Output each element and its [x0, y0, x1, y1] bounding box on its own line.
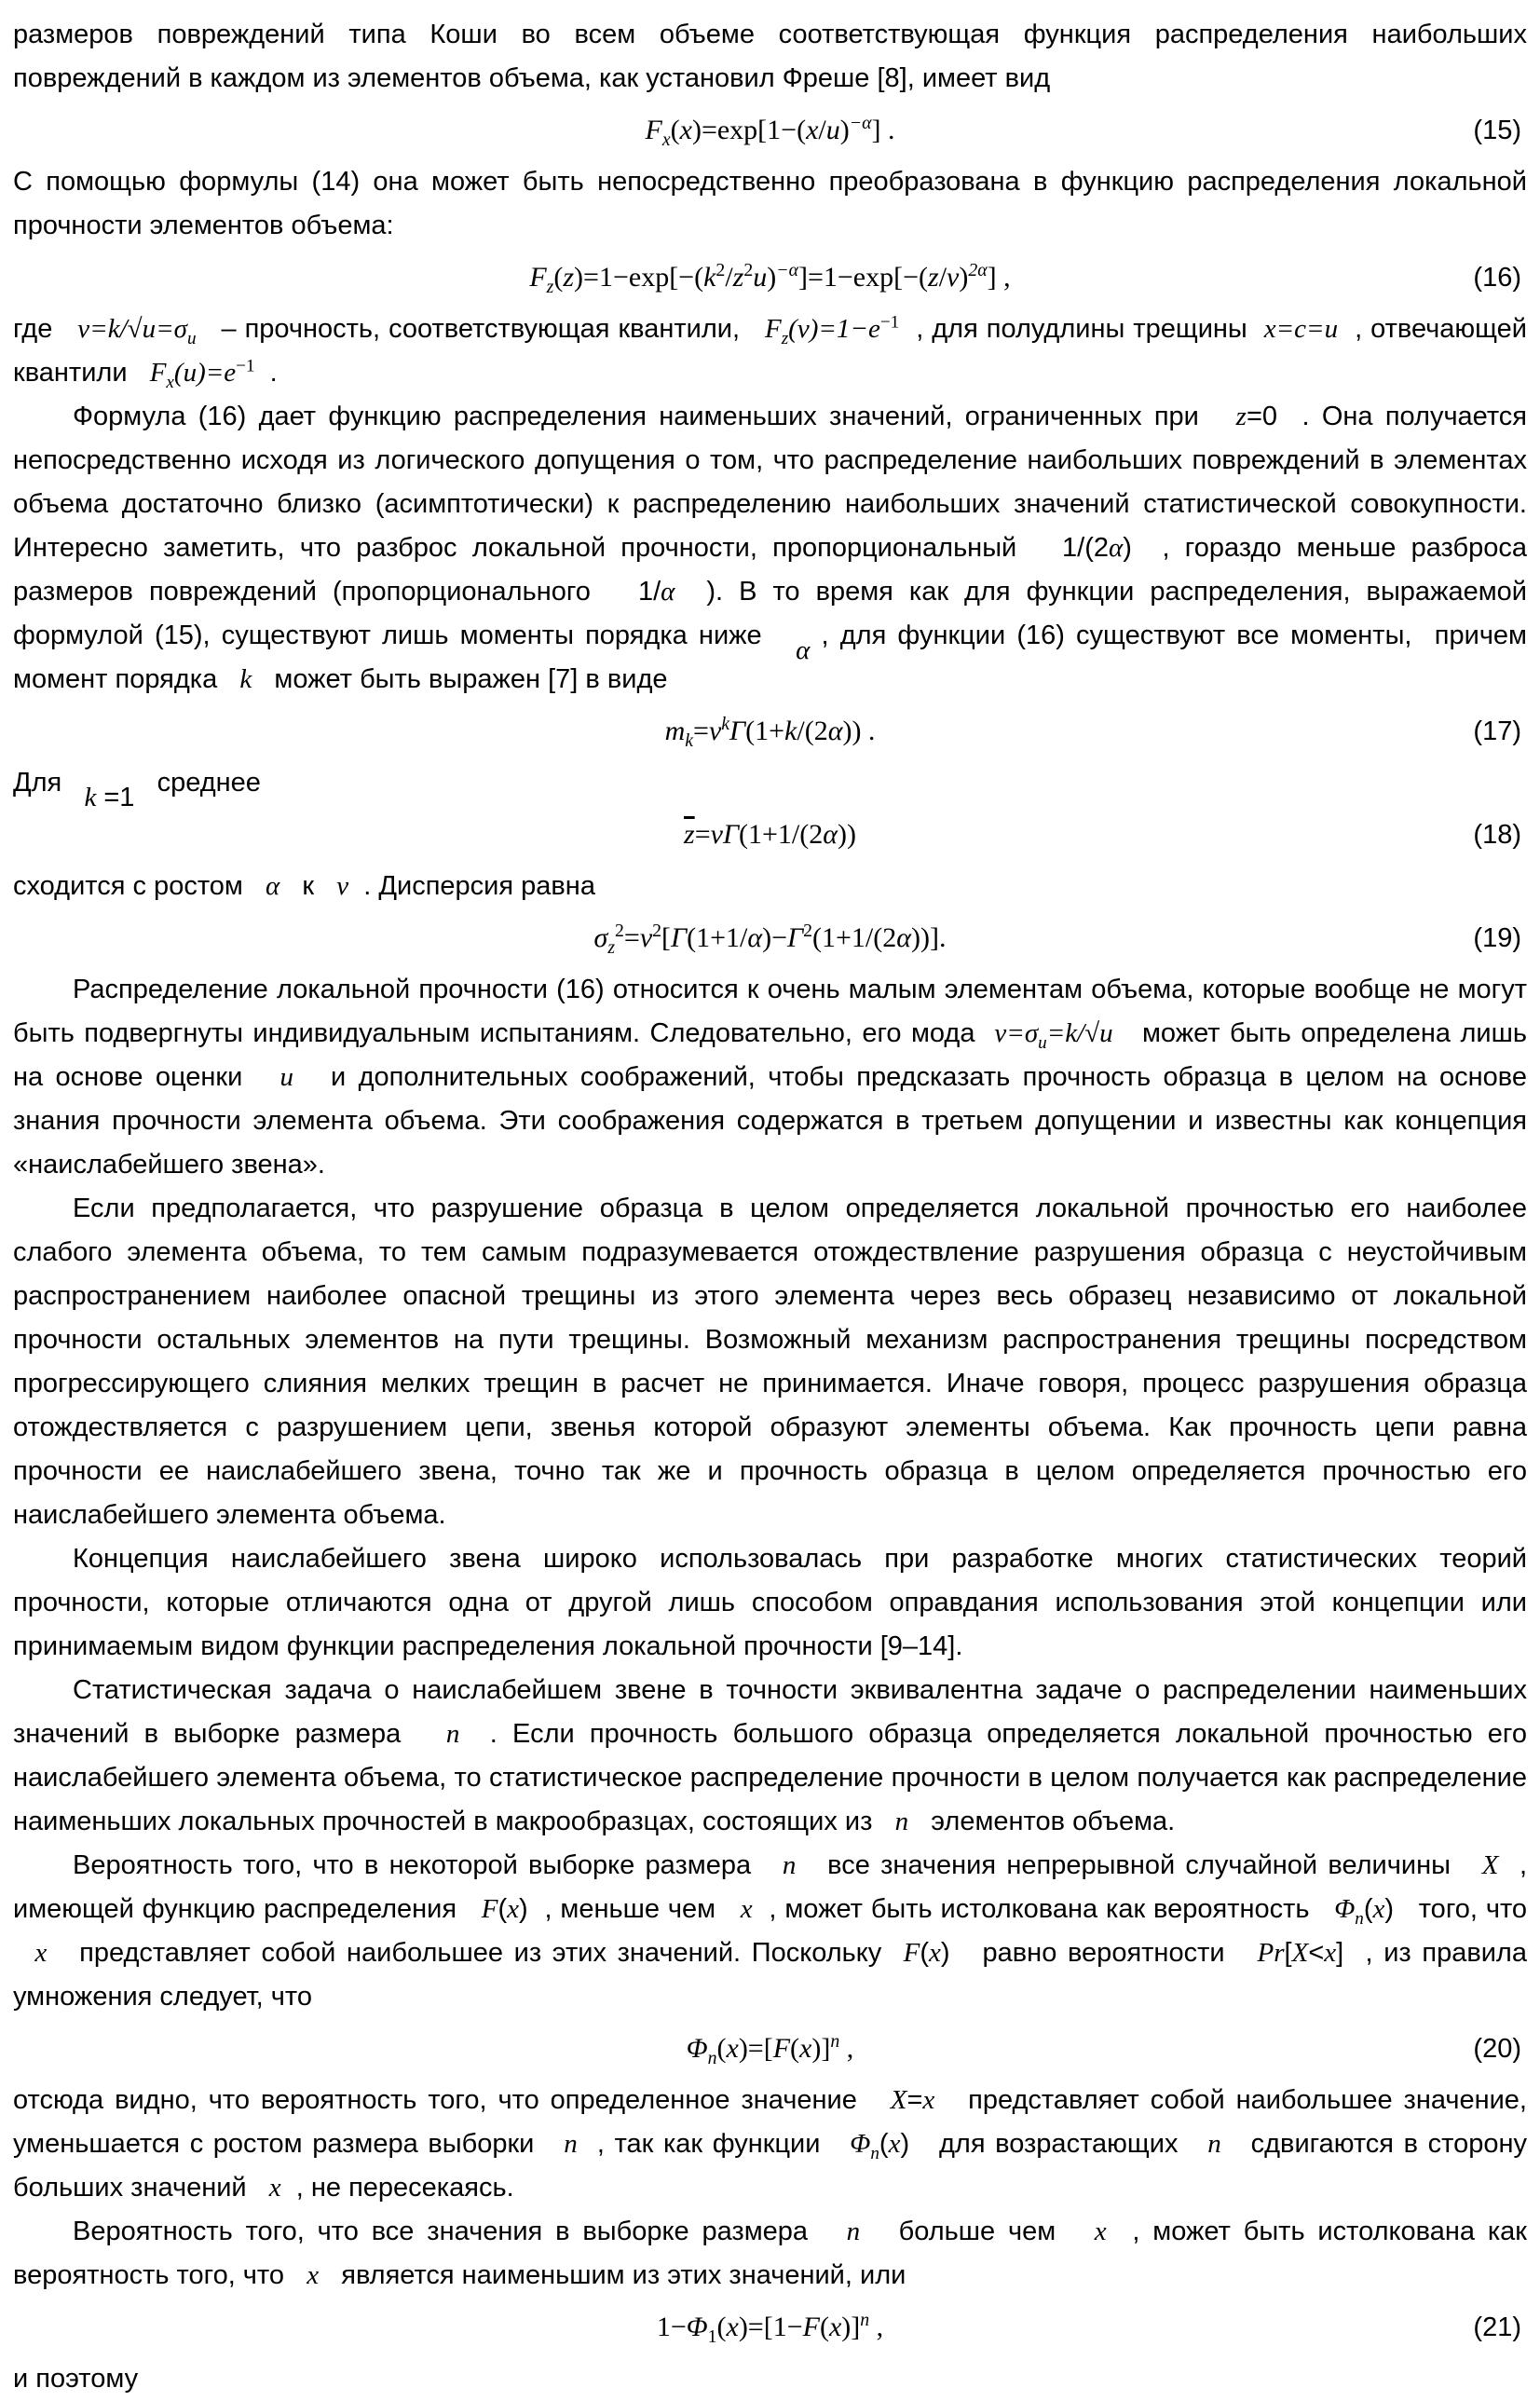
text: .: [254, 358, 278, 388]
math-text: x: [507, 1894, 520, 1924]
equation-number: (19): [1473, 923, 1521, 953]
math-text: z: [563, 262, 575, 293]
math-text: x: [1372, 1894, 1385, 1924]
math-text: k: [784, 716, 797, 746]
math-text: α: [896, 922, 911, 953]
math-text: x: [828, 2312, 842, 2342]
equation-number: (21): [1473, 2312, 1521, 2342]
math-text: Γ: [787, 922, 804, 953]
text: представляет собой наибольшее из этих значений. Поскольку: [47, 1938, 904, 1968]
text: Распределение локальной прочности (16) относится к очень малым элементам объема, которые вообще не могут быть подвергнуты индивидуальным испытаниям. Следовательно, его мода: [13, 975, 1527, 1048]
paragraph: [13, 13, 1527, 101]
math-text: x: [799, 2033, 812, 2064]
paragraph: [13, 865, 1527, 908]
text: Концепция наислабейшего звена широко использовалась при разработке многих статистических теорий прочности, которые отличаются одна от другой лишь способом оправдания использования этой концепции или принимаемым видом функции распределения локальной прочности [9–14].: [13, 1544, 1527, 1661]
text: =0: [1246, 402, 1278, 431]
text: (1+: [745, 716, 785, 746]
text: 2: [615, 921, 624, 941]
math-text: σ: [593, 922, 608, 953]
paragraph: [13, 1669, 1527, 1844]
text: (: [716, 2312, 727, 2342]
math-text: x: [726, 2312, 739, 2342]
math-text: z: [781, 328, 789, 348]
text: −1: [879, 312, 900, 333]
text: ): [839, 115, 850, 145]
text: )) .: [842, 716, 876, 746]
text: может быть определена лишь на основе оценки: [13, 1018, 1527, 1092]
math-text: X: [1291, 1938, 1309, 1968]
math-text: Γ: [729, 716, 746, 746]
math-text: k: [685, 730, 694, 751]
text: (1+1/(2: [739, 819, 824, 850]
text: 2: [803, 921, 813, 941]
text: (: [819, 2312, 829, 2342]
text: =1: [96, 782, 135, 812]
text: размеров повреждений типа Коши во всем объеме соответствующая функция распределения наибольших повреждений в каждом из элементов объема, как установил Фреше [8], имеет вид: [13, 20, 1527, 93]
math-text: x: [1324, 1938, 1337, 1968]
text: элементов объема.: [908, 1807, 1176, 1836]
math-text: Φ: [850, 2129, 871, 2159]
math-text: n: [894, 1807, 909, 1836]
text: ,: [839, 2033, 854, 2064]
math-text: z: [546, 277, 554, 297]
math-text: n: [860, 2310, 870, 2330]
math-text: v: [336, 871, 349, 901]
text: ,: [869, 2312, 884, 2342]
math-text: z: [928, 262, 939, 293]
math-text: v: [639, 922, 653, 953]
text: Вероятность того, что в некоторой выборке размера: [73, 1850, 783, 1880]
math-text: α: [827, 716, 843, 746]
math-text: α: [266, 871, 280, 901]
text: , может быть истолкована как вероятность: [752, 1894, 1335, 1924]
math-text: z: [732, 262, 744, 293]
equation: [13, 2301, 1527, 2353]
math-text: n: [782, 1850, 797, 1880]
text: (1+1/(2: [812, 922, 897, 953]
equation-body: [665, 705, 876, 757]
math-text: v=σ: [994, 1018, 1039, 1048]
math-text: k: [703, 262, 716, 293]
text: (: [879, 2129, 889, 2159]
math-text: α: [661, 577, 675, 607]
text: и поэтому: [13, 2364, 139, 2394]
paragraph: [13, 761, 1527, 812]
math-text: (u)=e: [173, 358, 237, 388]
text: )=[: [738, 2033, 773, 2064]
text: )]: [811, 2033, 831, 2064]
math-text: n: [564, 2129, 578, 2159]
text: (: [716, 2033, 727, 2064]
text: , меньше чем: [527, 1894, 741, 1924]
math-text: n: [1355, 1908, 1364, 1929]
equation-body: [646, 104, 895, 157]
math-text: x: [726, 2033, 739, 2064]
math-text: x: [929, 1938, 941, 1968]
text: ): [767, 262, 777, 293]
math-text: x: [34, 1938, 48, 1968]
math-text: u: [1038, 1032, 1047, 1053]
text: . Если прочность большого образца определяется локальной прочностью его наислабейшего элемента объема, то статистическое распределение прочности в целом получается как распределение наименьших локальных прочностей в макрообразцах, состоящих из: [13, 1719, 1527, 1836]
text: (: [670, 115, 680, 145]
text: (: [1363, 1894, 1373, 1924]
text: является наименьшим из этих значений, или: [319, 2260, 906, 2290]
math-text: 2α: [968, 260, 988, 280]
text: ): [959, 262, 969, 293]
math-text: n: [830, 2031, 840, 2052]
text: 1/: [637, 577, 661, 607]
math-text: u: [753, 262, 768, 293]
math-text: F: [802, 2312, 820, 2342]
equation: [13, 809, 1527, 861]
text: ): [900, 2129, 910, 2159]
text: , для полудлины трещины: [899, 314, 1264, 344]
math-text: x: [922, 2085, 935, 2115]
text: ]: [1336, 1938, 1344, 1968]
math-text: −α: [849, 113, 872, 133]
text: )=[1−: [738, 2312, 803, 2342]
text: к: [279, 871, 337, 901]
paragraph: [13, 968, 1527, 1187]
math-text: x: [166, 372, 174, 392]
text: )=1−exp[−(: [574, 262, 704, 293]
math-text: z: [607, 937, 616, 958]
text: отсюда видно, что вероятность того, что определенное значение: [13, 2085, 891, 2115]
text: Для: [13, 768, 85, 798]
equation-number: (16): [1473, 263, 1521, 293]
text: )): [838, 819, 856, 850]
math-text: v: [947, 262, 960, 293]
text: <: [1308, 1938, 1325, 1968]
math-text: x: [268, 2173, 281, 2203]
text: Вероятность того, что все значения в выборке размера: [73, 2217, 847, 2246]
math-text: Φ: [1334, 1894, 1356, 1924]
paragraph: [13, 1844, 1527, 2019]
text: – прочность, соответствующая квантили,: [196, 314, 765, 344]
text: и дополнительных соображений, чтобы предсказать прочность образца в целом на основе знания прочности элемента объема. Эти соображения содержатся в третьем допущении и известны как концепция «наислабейшего звена».: [13, 1062, 1527, 1180]
paragraph: [13, 307, 1527, 395]
math-text: α: [796, 634, 811, 665]
text: (1+1/: [687, 922, 748, 953]
math-text: k: [721, 714, 730, 734]
math-text: F: [481, 1894, 498, 1924]
text: )=exp[1−(: [691, 115, 807, 145]
text: сдвигаются в сторону больших значений: [13, 2129, 1527, 2203]
math-text: n: [870, 2143, 879, 2163]
text: )]: [841, 2312, 861, 2342]
math-text: x: [1094, 2217, 1107, 2246]
math-text: n: [1207, 2129, 1221, 2159]
text: 2: [715, 260, 726, 280]
text: того, что: [13, 1894, 1528, 1968]
text: (: [790, 2033, 800, 2064]
text: , отвечающей квантили: [13, 314, 1527, 388]
text: для возрастающих: [909, 2129, 1208, 2159]
text: Формула (16) дает функцию распределения наименьших значений, ограниченных при: [73, 402, 1236, 431]
math-text: X: [890, 2085, 907, 2115]
text: ))].: [911, 922, 947, 953]
math-text: u: [186, 328, 197, 348]
text: среднее: [134, 768, 261, 798]
text: , для функции (16) существуют все моменты, причем момент порядка: [13, 621, 1527, 694]
math-text: $\overline{z}$: [684, 819, 695, 850]
math-text: x: [888, 2129, 901, 2159]
math-text: F: [772, 2033, 791, 2064]
equation: [13, 2023, 1527, 2075]
text: , имеющей функцию распределения: [13, 1850, 1527, 1924]
text: [: [661, 922, 672, 953]
math-text: F: [765, 314, 782, 344]
text: (: [920, 1938, 929, 1968]
equation-body: [684, 809, 856, 861]
text: 1/(2: [1062, 533, 1110, 563]
text: Если предполагается, что разрушение образца в целом определяется локальной прочностью его наиболее слабого элемента объема, то тем самым подразумевается отождествление разрушения образца с неустойчивым распространением наиболее опасной трещины из этого элемента через весь образец независимо от локальной прочности остальных элементов на пути трещины. Возможный механизм распространения трещины посредством прогрессирующего слияния мелких трещин в расчет не принимается. Иначе говоря, процесс разрушения образца отождествляется с разрушением цепи, звенья которой образуют элементы объема. Как прочность цепи равна прочности ее наислабейшего звена, точно так же и прочность образца в целом определяется прочностью его наислабейшего элемента объема.: [13, 1194, 1527, 1530]
text: , может быть истолкована как вероятность того, что: [13, 2217, 1527, 2290]
paragraph: [13, 2079, 1527, 2210]
text: /: [725, 262, 733, 293]
math-text: (v)=1−e: [788, 314, 880, 344]
text: =: [906, 2085, 923, 2115]
math-text: u: [825, 115, 840, 145]
text: ): [940, 1938, 950, 1968]
equation: [13, 104, 1527, 157]
math-text: F: [529, 262, 547, 293]
paragraph: [13, 2357, 1527, 2401]
text: Статистическая задача о наислабейшем звене в точности эквивалентна задаче о распределении наименьших значений в выборке размера: [13, 1675, 1527, 1749]
equation-body: [529, 252, 1010, 304]
text: все значения непрерывной случайной величины: [796, 1850, 1482, 1880]
equation-number: (20): [1473, 2034, 1521, 2064]
math-text: x: [740, 1894, 753, 1924]
text: =: [693, 716, 709, 746]
math-text: F: [645, 115, 662, 145]
math-text: n: [846, 2217, 861, 2246]
paragraph: [13, 395, 1527, 702]
text: 1: [707, 2326, 717, 2347]
equation: [13, 705, 1527, 757]
text: , гораздо меньше разброса размеров повреждений (пропорционального: [13, 533, 1527, 607]
math-text: α: [1109, 533, 1124, 563]
text: , из правила умножения следует, что: [13, 1938, 1527, 2012]
equation: [13, 912, 1527, 964]
text: ] .: [871, 115, 895, 145]
math-text: Γ: [671, 922, 688, 953]
math-text: X: [1481, 1850, 1499, 1880]
math-text: v: [708, 716, 722, 746]
text: 1−: [656, 2312, 687, 2342]
equation: [13, 252, 1527, 304]
math-text: Φ: [686, 2033, 708, 2064]
text: ]=1−exp[−(: [797, 262, 929, 293]
text: равно вероятности: [949, 1938, 1258, 1968]
equation-number: (18): [1473, 820, 1521, 850]
math-text: n: [707, 2048, 717, 2068]
paragraph: [13, 2210, 1527, 2298]
text: может быть выражен [7] в виде: [252, 664, 668, 694]
text: , так как функции: [577, 2129, 851, 2159]
math-text: n: [445, 1719, 460, 1749]
text: =: [623, 922, 640, 953]
text: (: [497, 1894, 508, 1924]
math-text: k: [239, 664, 252, 694]
equation-number: (15): [1473, 116, 1521, 145]
math-text: α: [747, 922, 763, 953]
math-text: F: [903, 1938, 920, 1968]
equation-number: (17): [1473, 716, 1521, 746]
math-text: Pr: [1257, 1938, 1285, 1968]
math-text: Φ: [686, 2312, 708, 2342]
math-text: u: [279, 1062, 293, 1092]
equation-body: [687, 2023, 854, 2075]
math-text: z: [1235, 402, 1247, 431]
text: ): [519, 1894, 528, 1924]
paragraph: [13, 1537, 1527, 1669]
math-text: x: [661, 130, 671, 150]
equation-body: [657, 2301, 883, 2353]
text: представляет собой наибольшее значение, уменьшается с ростом размера выборки: [13, 2085, 1527, 2159]
text: 2: [743, 260, 754, 280]
equation-body: [594, 912, 947, 964]
text: /: [938, 262, 947, 293]
math-text: x: [806, 115, 819, 145]
math-text: x: [679, 115, 692, 145]
text: =: [694, 819, 711, 850]
paragraph: [13, 1187, 1527, 1537]
text: [: [1284, 1938, 1292, 1968]
text: С помощью формулы (14) она может быть непосредственно преобразована в функцию распределения локальной прочности элементов объема:: [13, 167, 1527, 240]
text: где: [13, 314, 78, 344]
math-text: v=k/√u=σ: [77, 314, 187, 344]
math-text: Γ: [722, 819, 740, 850]
math-text: x: [307, 2260, 320, 2290]
text: , не пересекаясь.: [280, 2173, 514, 2203]
paragraph: [13, 160, 1527, 248]
math-text: F: [149, 358, 167, 388]
text: ] ,: [987, 262, 1011, 293]
text: . Дисперсия равна: [348, 871, 595, 901]
math-text: −α: [776, 260, 798, 280]
math-text: =k/√u: [1046, 1018, 1113, 1048]
text: /(2: [797, 716, 828, 746]
text: −1: [236, 356, 255, 376]
text: /: [818, 115, 826, 145]
text: )−: [762, 922, 788, 953]
text: ). В то время как для функции распределения, выражаемой формулой (15), существуют лишь моменты порядка ниже: [13, 577, 1527, 650]
text: сходится с ростом: [13, 871, 266, 901]
math-text: k: [84, 782, 97, 812]
text: . Она получается непосредственно исходя из логического допущения о том, что распределение наибольших повреждений в элементах объема достаточно близко (асимптотически) к распределению наибольших значений статистической совокупности. Интересно заметить, что разброс локальной прочности, пропорциональный: [13, 402, 1528, 563]
math-text: α: [823, 819, 838, 850]
math-text: v: [710, 819, 723, 850]
math-text: m: [664, 716, 686, 746]
text: 2: [652, 921, 662, 941]
text: ): [1384, 1894, 1395, 1924]
text: (: [553, 262, 564, 293]
math-text: x=c=u: [1263, 314, 1339, 344]
text: ): [1123, 533, 1132, 563]
text: больше чем: [860, 2217, 1095, 2246]
